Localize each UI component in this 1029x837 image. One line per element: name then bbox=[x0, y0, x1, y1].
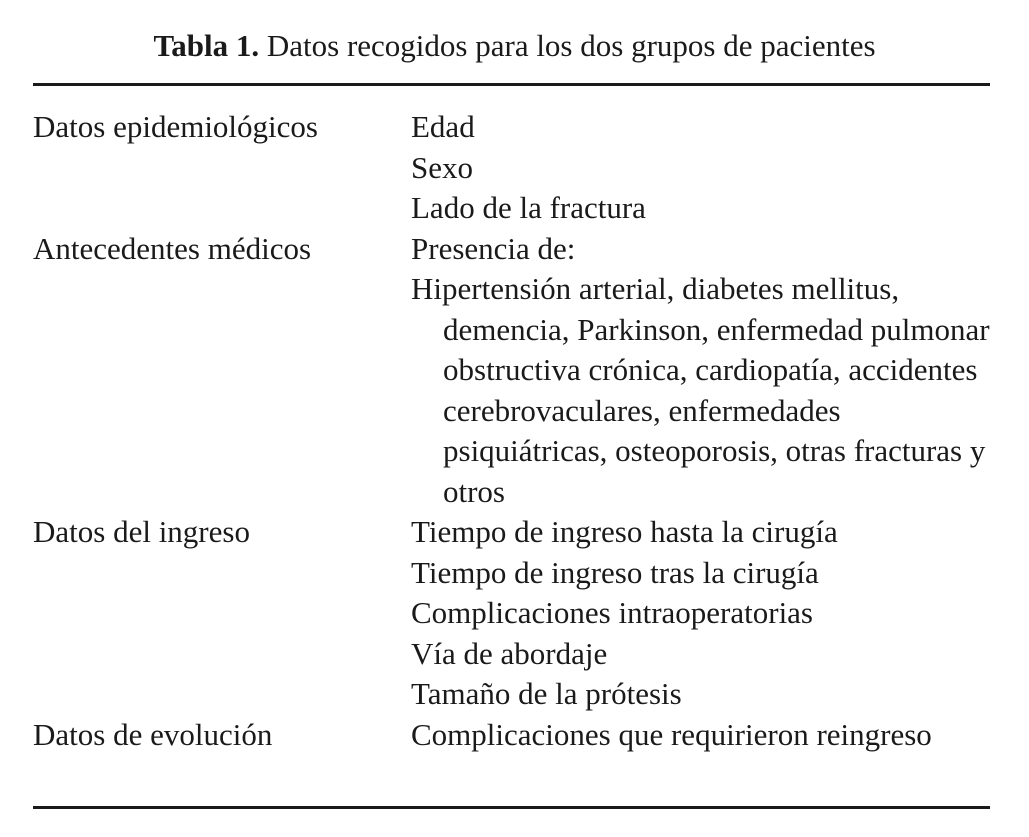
row-item: Tamaño de la prótesis bbox=[411, 676, 682, 711]
row-item: Complicaciones que requirieron reingreso bbox=[411, 716, 932, 752]
row-item: Lado de la fractura bbox=[411, 190, 646, 225]
row-item: Sexo bbox=[411, 149, 473, 185]
row-item: Complicaciones intraoperatorias bbox=[411, 595, 814, 630]
row-item: Tiempo de ingreso tras la cirugía bbox=[411, 554, 819, 590]
table-caption bbox=[0, 26, 1029, 66]
row-items bbox=[411, 512, 990, 715]
row-item: Hipertensión arterial, diabetes mellitus, demencia, Parkinson, enfermedad pulmonar obstructiva crónica, cardiopatía, accidentes cerebrovaculares, enfermedades psiquiátricas, osteoporosis, otras fracturas y otros bbox=[411, 271, 990, 509]
row-items bbox=[411, 715, 990, 756]
data-table bbox=[33, 107, 990, 755]
row-item: Vía de abordaje bbox=[411, 635, 608, 671]
table-row-antecedentes bbox=[33, 229, 990, 513]
table-caption-label: Tabla 1. bbox=[153, 28, 260, 63]
row-items bbox=[411, 229, 990, 513]
table-caption-title: Datos recogidos para los dos grupos de pacientes bbox=[266, 28, 876, 63]
row-item: Edad bbox=[411, 109, 475, 144]
table-top-rule bbox=[33, 83, 990, 86]
table-bottom-rule bbox=[33, 806, 990, 809]
row-items bbox=[411, 107, 990, 229]
row-category: Antecedentes médicos bbox=[33, 230, 312, 266]
table-row-epidemiologicos bbox=[33, 107, 990, 229]
row-category: Datos de evolución bbox=[33, 716, 273, 752]
table-row-evolucion bbox=[33, 715, 990, 756]
row-item: Presencia de: bbox=[411, 230, 576, 266]
table-row-ingreso bbox=[33, 512, 990, 715]
row-category: Datos epidemiológicos bbox=[33, 109, 318, 144]
row-item: Tiempo de ingreso hasta la cirugía bbox=[411, 514, 838, 549]
row-category: Datos del ingreso bbox=[33, 514, 250, 549]
